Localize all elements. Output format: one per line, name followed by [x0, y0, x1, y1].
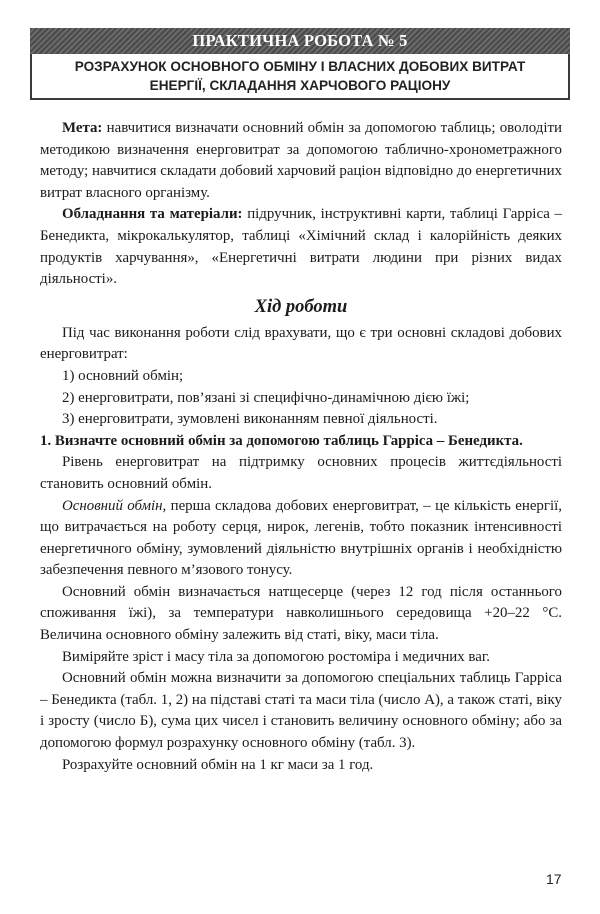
- task-1-paragraph-6: Розрахуйте основний обмін на 1 кг маси за 1 год.: [62, 756, 374, 773]
- aim-label: Мета:: [62, 120, 103, 136]
- basal-metabolism-definition: перша складова добових енерговитрат, – це кількість енергії, що витрачається на роботу серця, нирок, легенів, тобто показник інтенсивності енергетичного обміну, зумовлений діяльністю внутрішніх органів і необхідністю забезпечення певного м’язового тонусу.: [40, 497, 562, 579]
- practical-work-title: ПРАКТИЧНА РОБОТА № 5: [192, 31, 408, 50]
- equipment-text: підручник, інструктивні карти, таблиці Гарріса – Бенедикта, мікрокалькулятор, таблиці «Хімічний склад і калорійність деяких продуктів харчування», «Енергетичні витрати людини при різних видах діяльності».: [40, 206, 562, 288]
- topic-box: [30, 54, 570, 100]
- practical-work-header: [30, 28, 570, 54]
- task-1-paragraph-2: [40, 496, 562, 582]
- task-1-heading: 1. Визначте основний обмін за допомогою таблиць Гарріса – Бенедикта.: [40, 432, 523, 449]
- task-1-paragraph-3: Основний обмін визначається натщесерце (через 12 год після останнього споживання їжі), за температури навколишнього середовища +20–22 °С. Величина основного обміну залежить від статі, віку, маси тіла.: [40, 583, 562, 644]
- task-1-paragraph-5: Основний обмін можна визначити за допомогою спеціальних таблиць Гарріса – Бенедикта (табл. 1, 2) на підставі статі та маси тіла (число А), а також статі, віку і зросту (число Б), сума цих чисел і становить величину основного обміну; або за допомогою формул розрахунку основного обміну (табл. 3).: [40, 670, 562, 752]
- equipment-label: Обладнання та матеріали:: [62, 206, 243, 223]
- topic-line-1: РОЗРАХУНОК ОСНОВНОГО ОБМІНУ І ВЛАСНИХ ДОБОВИХ ВИТРАТ: [74, 59, 526, 74]
- procedure-item-1: 1) основний обмін;: [62, 367, 184, 384]
- aim-text: навчитися визначати основний обмін за допомогою таблиць; оволодіти методикою визначення енерговитрат за допомогою таблично-хронометражного методу; навчитися складати добовий харчовий раціон відповідно до енергетичних витрат власного організму.: [40, 120, 562, 201]
- aim-paragraph: [40, 118, 562, 204]
- task-1-paragraph-1: Рівень енерговитрат на підтримку основних процесів життєдіяльності становить основний обмін.: [40, 454, 562, 492]
- basal-metabolism-term: Основний обмін,: [62, 497, 167, 514]
- topic-line-2: ЕНЕРГІЇ, СКЛАДАННЯ ХАРЧОВОГО РАЦІОНУ: [149, 78, 451, 93]
- procedure-item-2: 2) енерговитрати, пов’язані зі специфічно-динамічною дією їжі;: [62, 389, 470, 406]
- page-content: [40, 118, 562, 776]
- equipment-paragraph: [40, 204, 562, 290]
- procedure-item-3: 3) енерговитрати, зумовлені виконанням певної діяльності.: [62, 411, 438, 428]
- procedure-intro: Під час виконання роботи слід врахувати, що є три основні складові добових енерговитрат:: [40, 324, 562, 363]
- page-number: 17: [546, 871, 562, 887]
- procedure-title: Хід роботи: [254, 296, 348, 317]
- task-1-paragraph-4: Виміряйте зріст і масу тіла за допомогою ростоміра і медичних ваг.: [62, 648, 491, 665]
